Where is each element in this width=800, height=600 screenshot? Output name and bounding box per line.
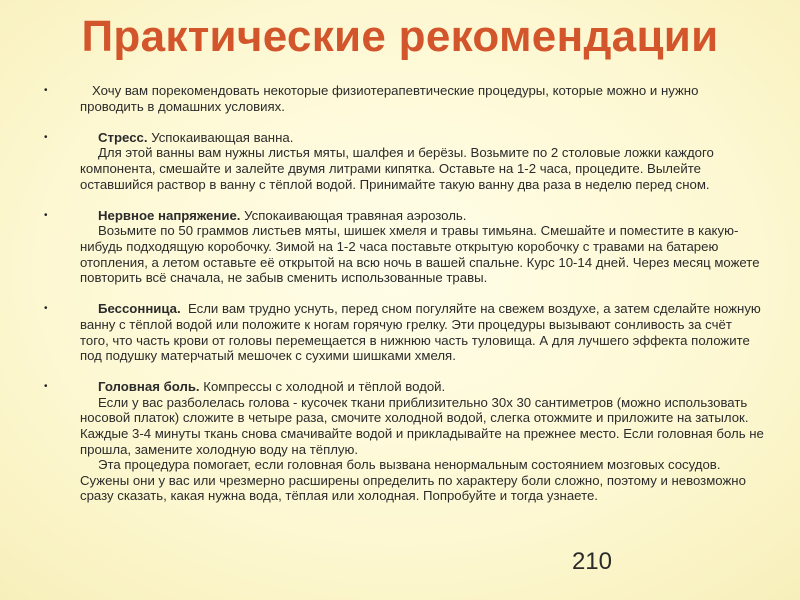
intro-text: Хочу вам порекомендовать некоторые физиотерапевтические процедуры, которые можно и нужно проводить в домашних условиях.	[80, 83, 699, 114]
page-number: 210	[571, 548, 612, 575]
bullet-icon: •	[44, 131, 48, 143]
stress-heading	[80, 130, 764, 146]
nervous-label: Нервное напряжение.	[98, 207, 241, 223]
headache-subtitle: Компрессы с холодной и тёплой водой.	[203, 379, 446, 395]
list-item-headache	[44, 379, 764, 504]
stress-subtitle: Успокаивающая ванна.	[151, 129, 294, 145]
bullet-icon: •	[44, 209, 48, 221]
insomnia-paragraph	[44, 301, 764, 363]
headache-label: Головная боль.	[98, 379, 200, 395]
headache-body-1: Если у вас разболелась голова - кусочек ткани приблизительно 30х 30 сантиметров (можно использовать носовой платок) сложите в четыре раза, смочите холодной водой, слегка отожмите и приложите на затылок. Каждые 3-4 минуты ткань снова смачивайте водой и прикладывайте на прежнее место. Если головная боль не прошла, замените холодную воду на тёплую.	[80, 394, 764, 457]
bullet-icon: •	[44, 85, 48, 96]
list-item-nervous	[44, 208, 764, 286]
headache-body-2: Эта процедура помогает, если головная боль вызвана ненормальным состоянием мозговых сосудов. Сужены они у вас или чрезмерно расширены определить по характеру боли сложно, поэтому и невозможно сразу сказать, какая нужна вода, тёплая или холодная. Попробуйте и тогда узнаете.	[80, 457, 746, 504]
nervous-body: Возьмите по 50 граммов листьев мяты, шишек хмеля и травы тимьяна. Смешайте и поместите в какую-нибудь подходящую коробочку. Зимой на 1-2 часа поставьте открытую коробочку с травами на батарею отопления, а летом оставьте её открытой на всю ночь в вашей спальне. Курс 10-14 дней. Через месяц можете повторить всё сначала, не забыв сменить использованные травы.	[80, 223, 760, 286]
slide-title: Практические рекомендации	[81, 12, 719, 61]
list-item-insomnia	[44, 301, 764, 363]
stress-label: Стресс.	[98, 129, 148, 145]
bullet-icon: •	[44, 381, 48, 393]
nervous-heading	[80, 208, 764, 224]
list-item-stress	[44, 130, 764, 192]
stress-body: Для этой ванны вам нужны листья мяты, шалфея и берёзы. Возьмите по 2 столовые ложки каждого компонента, смешайте и залейте двумя литрами кипятка. Оставьте на 1-2 часа, процедите. Вылейте оставшийся раствор в ванну с тёплой водой. Принимайте такую ванну два раза в неделю перед сном.	[80, 145, 714, 192]
nervous-subtitle: Успокаивающая травяная аэрозоль.	[244, 207, 467, 223]
insomnia-label: Бессонница.	[98, 301, 181, 317]
bullet-icon: •	[44, 303, 48, 315]
slide-content	[44, 83, 764, 504]
insomnia-body: Если вам трудно уснуть, перед сном погуляйте на свежем воздухе, а затем сделайте ножную ванну с тёплой водой или положите к ногам горячую грелку. Эти процедуры вызывают сонливость за счёт того, что часть крови от головы перемещается в нижнюю часть туловища. А для лучшего эффекта положите под подушку матерчатый мешочек с сухими шишками хмеля.	[80, 301, 761, 364]
list-item-intro	[44, 83, 764, 114]
headache-heading	[80, 379, 764, 395]
